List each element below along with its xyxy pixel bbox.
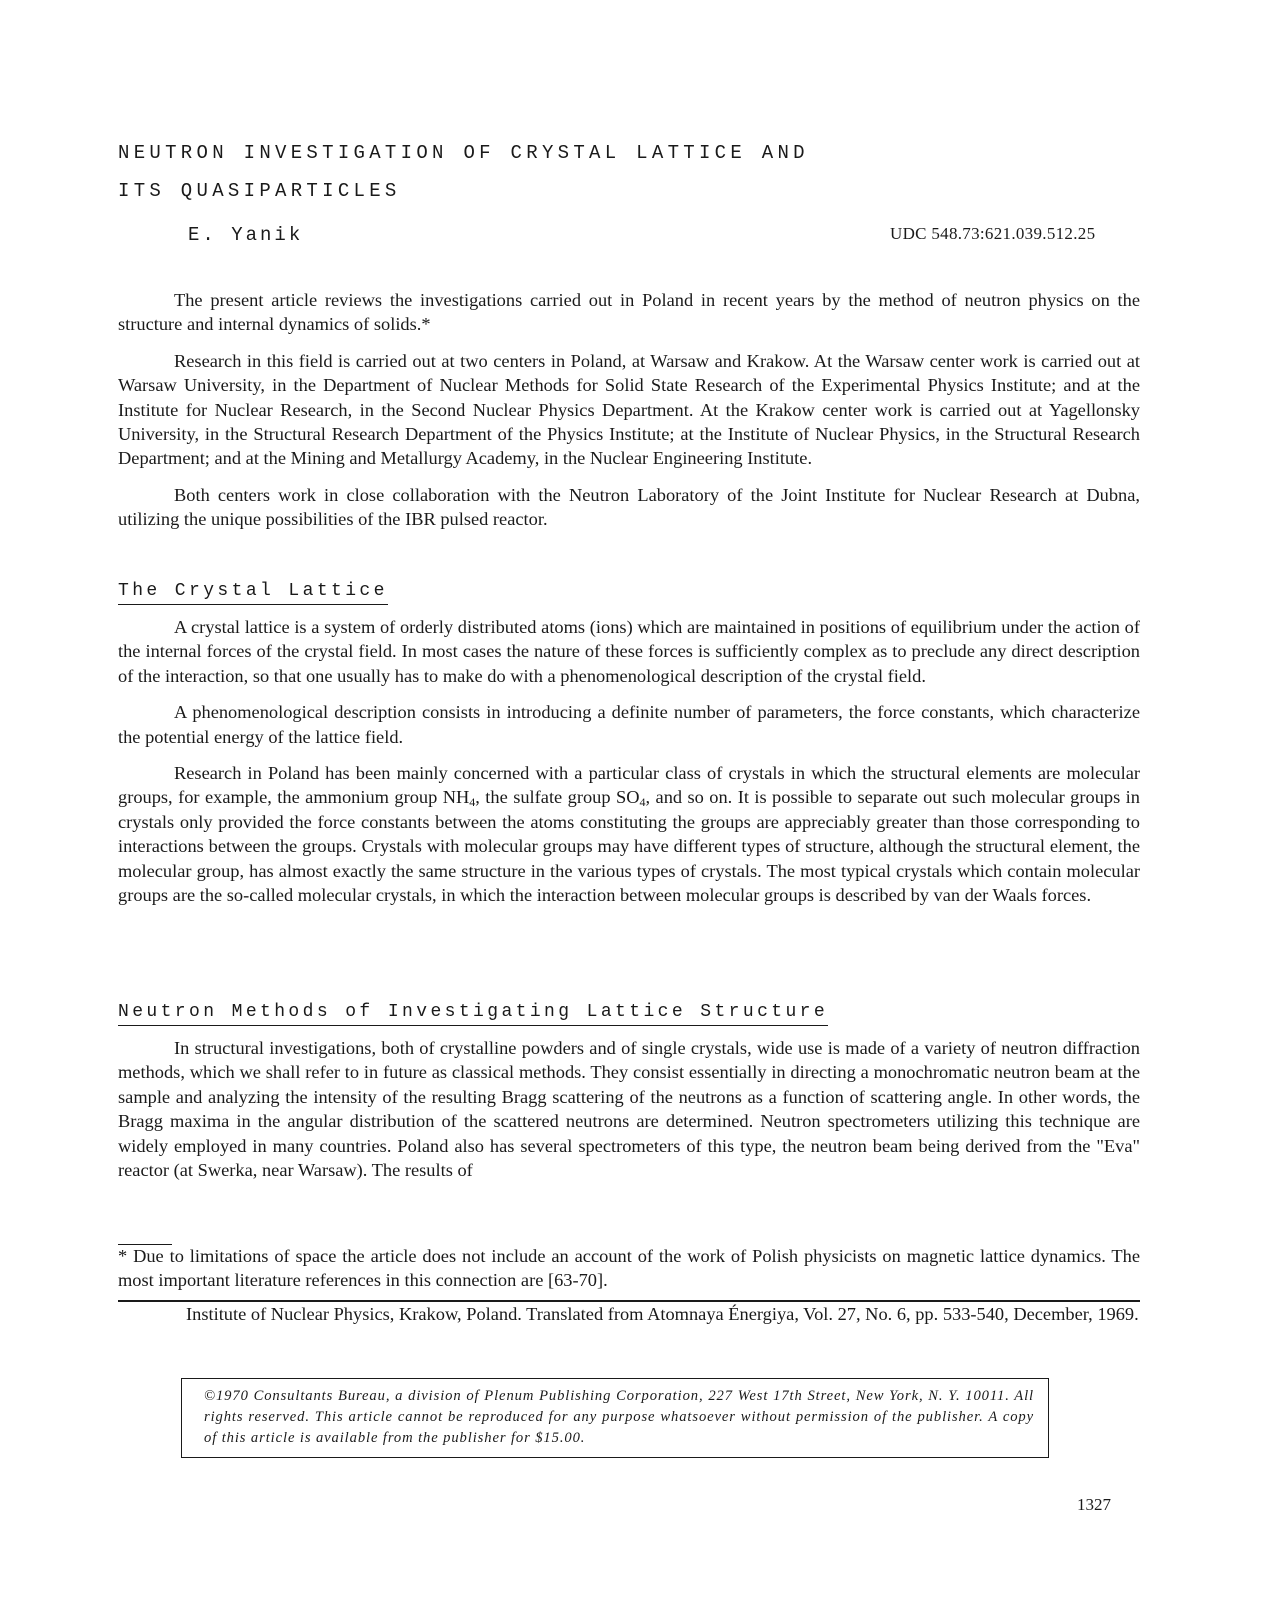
intro-text [118, 288, 1140, 532]
nh4-subscript: 4 [469, 795, 476, 810]
footnote: * Due to limitations of space the article does not include an account of the work of Polish physicists on magnetic lattice dynamics. The most important literature references in this connection are [63-70]. [118, 1246, 1140, 1291]
page-number: 1327 [1077, 1495, 1111, 1514]
intro-paragraph-2: Research in this field is carried out at two centers in Poland, at Warsaw and Krakow. At the Warsaw center work is carried out at Warsaw University, in the Department of Nuclear Methods for Solid State Research of the Experimental Physics Institute; and at the Institute for Nuclear Research, in the Second Nuclear Physics Department. At the Krakow center work is carried out at Yagellonsky University, in the Structural Research Department of the Physics Institute; at the Institute of Nuclear Physics, in the Structural Research Department; and at the Mining and Metallurgy Academy, in the Nuclear Engineering Institute. [118, 350, 1140, 469]
section-heading-neutron-methods: Neutron Methods of Investigating Lattice Structure [118, 1000, 828, 1026]
section-heading-crystal-lattice: The Crystal Lattice [118, 579, 388, 605]
crystal-lattice-paragraph-3 [118, 761, 1140, 907]
title-line-1: NEUTRON INVESTIGATION OF CRYSTAL LATTICE AND [118, 142, 809, 164]
paragraph-3-part-b: , the sulfate group SO [475, 787, 640, 808]
intro-paragraph-3: Both centers work in close collaboration with the Neutron Laboratory of the Joint Institute for Nuclear Research at Dubna, utilizing the unique possibilities of the IBR pulsed reactor. [118, 484, 1140, 530]
section-neutron-methods-text [118, 1036, 1140, 1182]
intro-paragraph-1: The present article reviews the investigations carried out in Poland in recent years by the method of neutron physics on the structure and internal dynamics of solids.* [118, 290, 1140, 335]
author-name: E. Yanik [188, 224, 304, 246]
title-line-2: ITS QUASIPARTICLES [118, 180, 401, 202]
source-line: Institute of Nuclear Physics, Krakow, Poland. Translated from Atomnaya Énergiya, Vol. 27, No. 6, pp. 533-540, December, 1969. [186, 1304, 1139, 1324]
paragraph-3-part-c: , and so on. It is possible to separate out such molecular groups in crystals only provided the force constants between the atoms constituting the groups are appreciably greater than those corresponding to interactions between the groups. Crystals with molecular groups may have different types of structure, although the structural element, the molecular group, has almost exactly the same structure in the various types of crystals. The most typical crystals which contain molecular groups are the so-called molecular crystals, in which the interaction between molecular groups is described by van der Waals forces. [118, 787, 1140, 906]
crystal-lattice-paragraph-2: A phenomenological description consists in introducing a definite number of parameters, the force constants, which characterize the potential energy of the lattice field. [118, 702, 1140, 747]
copyright-box: ©1970 Consultants Bureau, a division of Plenum Publishing Corporation, 227 West 17th Street, New York, N. Y. 10011. All rights reserved. This article cannot be reproduced for any purpose whatsoever without permission of the publisher. A copy of this article is available from the publisher for $15.00. [181, 1378, 1049, 1458]
article-title [118, 134, 809, 210]
udc-code: UDC 548.73:621.039.512.25 [890, 224, 1096, 243]
section-crystal-lattice-text [118, 615, 1140, 907]
crystal-lattice-paragraph-1: A crystal lattice is a system of orderly distributed atoms (ions) which are maintained in positions of equilibrium under the action of the internal forces of the crystal field. In most cases the nature of these forces is sufficiently complex as to preclude any direct description of the interaction, so that one usually has to make do with a phenomenological description of the crystal field. [118, 617, 1140, 686]
paragraph-3-part-a: Research in Poland has been mainly concerned with a particular class of crystals in which the structural elements are molecular groups, for example, the ammonium group NH [118, 763, 1140, 808]
so4-subscript: 4 [639, 795, 646, 810]
neutron-methods-paragraph-1: In structural investigations, both of crystalline powders and of single crystals, wide use is made of a variety of neutron diffraction methods, which we shall refer to in future as classical methods. They consist essentially in directing a monochromatic neutron beam at the sample and analyzing the intensity of the resulting Bragg scattering of the neutrons as a function of scattering angle. In other words, the Bragg maxima in the angular distribution of the scattered neutrons are determined. Neutron spectrometers utilizing this technique are widely employed in many countries. Poland also has several spectrometers of this type, the neutron beam being derived from the "Eva" reactor (at Swerka, near Warsaw). The results of [118, 1038, 1140, 1181]
